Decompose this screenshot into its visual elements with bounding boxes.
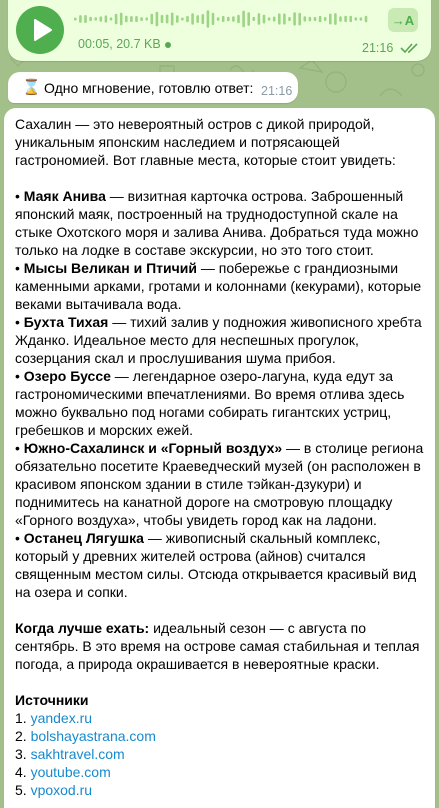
waveform-bar bbox=[253, 17, 256, 21]
waveform-bar bbox=[334, 13, 337, 25]
waveform-bar bbox=[145, 17, 148, 20]
waveform-bar bbox=[212, 13, 215, 25]
waveform-bar bbox=[319, 16, 322, 22]
waveform-bar bbox=[314, 17, 317, 21]
waveform-bar bbox=[89, 17, 92, 21]
waveform-bar bbox=[156, 12, 159, 27]
waveform-bar bbox=[79, 15, 82, 23]
source-item: 2. bolshayastrana.com bbox=[15, 728, 156, 744]
svg-text:→A: →A bbox=[391, 13, 415, 28]
waveform-bar bbox=[263, 15, 266, 24]
waveform-bar bbox=[110, 17, 113, 20]
waveform-bar bbox=[202, 14, 205, 24]
waveform-bar bbox=[171, 13, 174, 26]
hourglass-icon: ⌛ bbox=[22, 79, 41, 96]
source-link[interactable]: vpoxod.ru bbox=[30, 782, 93, 798]
waveform-bar bbox=[186, 16, 189, 22]
waveform-bar bbox=[304, 16, 307, 21]
source-item: 1. yandex.ru bbox=[15, 710, 93, 726]
waveform-bar bbox=[339, 16, 342, 22]
message-time: 21:16 bbox=[362, 41, 394, 55]
place-item: • Озеро Буссе — легендарное озеро-лагуна, куда едут за гастрономическими впечатлениями. Во время отлива здесь можно буквально под ногами собирать гигантских устриц, гребешков и морских ежей. bbox=[15, 368, 405, 438]
waveform-bar bbox=[105, 15, 108, 22]
source-link[interactable]: youtube.com bbox=[30, 764, 111, 780]
waveform-bar bbox=[360, 17, 363, 20]
waveform-bar bbox=[268, 17, 271, 20]
place-item: • Мысы Великан и Птичий — побережье с грандиозными каменными арками, гротами и колоннами (кекурами), которые веками вытачивала вода. bbox=[15, 260, 422, 312]
answer-message-bubble bbox=[4, 108, 435, 808]
waveform-bar bbox=[247, 12, 250, 26]
sources-title: Источники bbox=[15, 692, 89, 708]
waveform-bar bbox=[232, 16, 235, 22]
waveform-bar bbox=[161, 15, 164, 23]
place-item: • Маяк Анива — визитная карточка острова. Заброшенный японский маяк, построенный на труднодоступной скале на стыке Охотского моря и залива Анива. Добраться туда можно только на лодке в составе экскурсии, но это того стоит. bbox=[15, 188, 419, 258]
source-link[interactable]: bolshayastrana.com bbox=[30, 728, 156, 744]
source-item: 5. vpoxod.ru bbox=[15, 782, 93, 798]
waveform-bar bbox=[151, 14, 154, 24]
voice-waveform[interactable] bbox=[74, 8, 372, 30]
waveform-bar bbox=[237, 15, 240, 24]
waveform-bar bbox=[293, 12, 296, 25]
waveform-bar bbox=[222, 16, 225, 22]
voice-duration-size: 00:05, 20.7 KB bbox=[78, 37, 171, 51]
source-link[interactable]: sakhtravel.com bbox=[30, 746, 125, 762]
place-item: • Бухта Тихая — тихий залив у подножия живописного хребта Жданко. Идеальное место для неспешных прогулок, созерцания скал и прослушивания шума прибоя. bbox=[15, 314, 422, 366]
double-check-icon bbox=[400, 42, 420, 54]
waveform-bar bbox=[227, 17, 230, 22]
status-text: Одно мгновение, готовлю ответ: bbox=[44, 80, 254, 96]
waveform-bar bbox=[100, 16, 103, 21]
waveform-bar bbox=[309, 17, 312, 22]
waveform-bar bbox=[140, 17, 143, 21]
waveform-bar bbox=[217, 17, 220, 21]
waveform-bar bbox=[115, 14, 118, 25]
source-item: 3. sakhtravel.com bbox=[15, 746, 125, 762]
waveform-bar bbox=[298, 13, 301, 26]
voice-to-text-icon bbox=[388, 8, 418, 32]
waveform-bar bbox=[273, 17, 276, 22]
waveform-bar bbox=[355, 17, 358, 20]
source-item: 4. youtube.com bbox=[15, 764, 111, 780]
voice-to-text-button[interactable] bbox=[388, 8, 418, 32]
waveform-bar bbox=[84, 15, 87, 23]
season-paragraph: Когда лучше ехать: идеальный сезон — с августа по сентябрь. В это время на острове самая стабильная и теплая погода, а природа окрашивается в невероятные краски. bbox=[15, 620, 420, 672]
place-item: • Южно-Сахалинск и «Горный воздух» — в столице региона обязательно посетите Краеведческий музей (он расположен в красивом японском здании в стиле тэйкан-дзукури) и поднимитесь на канатной дороге на смотровую площадку «Горного воздуха», чтобы увидеть город как на ладони. bbox=[15, 440, 424, 528]
message-time: 21:16 bbox=[261, 84, 293, 98]
waveform-bar bbox=[258, 13, 261, 25]
waveform-bar bbox=[283, 13, 286, 24]
status-message-bubble bbox=[8, 72, 298, 103]
source-link[interactable]: yandex.ru bbox=[30, 710, 93, 726]
waveform-bar bbox=[324, 17, 327, 21]
waveform-bar bbox=[278, 13, 281, 24]
place-item: • Останец Лягушка — живописный скальный комплекс, который у древних жителей острова (айнов) считался священным местом силы. Отсюда открывается красивый вид на озера и сопки. bbox=[15, 530, 417, 600]
waveform-bar bbox=[166, 15, 169, 24]
waveform-bar bbox=[181, 18, 184, 21]
waveform-bar bbox=[74, 18, 77, 21]
unread-dot-icon bbox=[165, 42, 171, 48]
waveform-bar bbox=[207, 10, 210, 27]
waveform-bar bbox=[344, 16, 347, 22]
waveform-bar bbox=[120, 13, 123, 26]
answer-text bbox=[15, 115, 428, 799]
voice-message-bubble bbox=[8, 0, 431, 61]
waveform-bar bbox=[130, 16, 133, 22]
waveform-bar bbox=[125, 16, 128, 23]
waveform-bar bbox=[242, 11, 245, 28]
waveform-bar bbox=[288, 17, 291, 21]
waveform-bar bbox=[349, 16, 352, 22]
waveform-bar bbox=[135, 16, 138, 22]
play-button[interactable] bbox=[16, 6, 64, 54]
waveform-bar bbox=[196, 15, 199, 23]
waveform-bar bbox=[191, 13, 194, 25]
answer-intro: Сахалин — это невероятный остров с дикой природой, уникальным японским наследием и потрясающей гастрономией. Вот главные места, которые стоит увидеть: bbox=[15, 116, 396, 168]
waveform-bar bbox=[365, 16, 368, 22]
waveform-bar bbox=[176, 15, 179, 23]
waveform-bar bbox=[329, 14, 332, 25]
play-icon bbox=[16, 6, 64, 54]
waveform-bar bbox=[94, 17, 97, 20]
